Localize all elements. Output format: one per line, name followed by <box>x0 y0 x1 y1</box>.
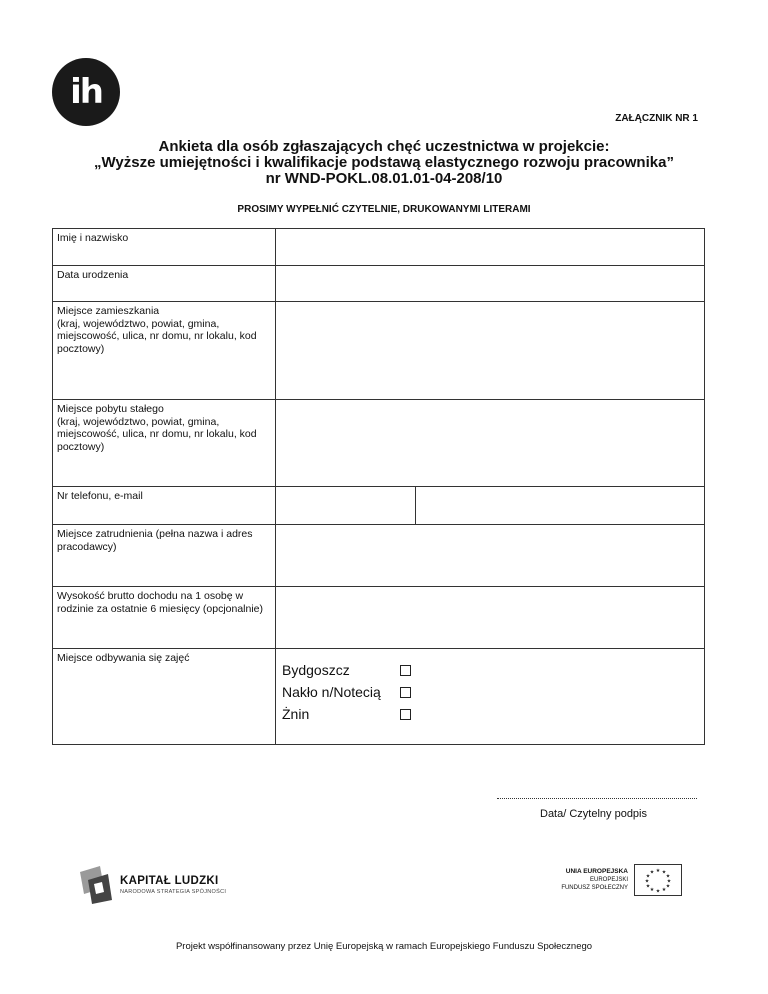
label-income: Wysokość brutto dochodu na 1 osobę w rodzinie za ostatnie 6 miesięcy (opcjonalnie) <box>53 587 276 649</box>
svg-text:★: ★ <box>645 873 651 880</box>
svg-text:★: ★ <box>661 887 667 893</box>
title-line-3: nr WND-POKL.08.01.01-04-208/10 <box>265 170 503 187</box>
contact-fields <box>276 487 705 525</box>
ih-logo-text: ih <box>70 72 102 112</box>
signature-line[interactable] <box>497 798 697 799</box>
annex-label: ZAŁĄCZNIK NR 1 <box>615 113 698 124</box>
signature-label: Data/ Czytelny podpis <box>540 808 647 820</box>
title-line-2: „Wyższe umiejętności i kwalifikacje podstawą elastycznego rozwoju pracownika” <box>94 154 674 171</box>
kl-main-text: KAPITAŁ LUDZKI <box>120 875 219 887</box>
eu-flag-icon <box>634 864 682 896</box>
eu-line-2: EUROPEJSKI <box>589 877 628 883</box>
svg-text:★: ★ <box>665 883 671 890</box>
field-email[interactable] <box>416 487 704 524</box>
label-residence: Miejsce zamieszkania (kraj, województwo, powiat, gmina, miejscowość, ulica, nr domu, nr lokalu, kod pocztowy) <box>53 302 276 400</box>
kapital-ludzki-icon <box>78 864 114 906</box>
title-line-1: Ankieta dla osób zgłaszających chęć uczestnictwa w projekcie: <box>158 138 610 155</box>
checkbox-znin[interactable] <box>400 709 411 720</box>
option-label: Żnin <box>282 706 310 722</box>
survey-form-table <box>52 228 705 745</box>
option-label: Bydgoszcz <box>282 662 350 678</box>
field-income[interactable] <box>276 587 705 649</box>
field-residence[interactable] <box>276 302 705 400</box>
svg-text:★: ★ <box>655 868 661 874</box>
label-permanent-address: Miejsce pobytu stałego (kraj, województwo, powiat, gmina, miejscowość, ulica, nr domu, nr lokalu, kod pocztowy) <box>53 400 276 487</box>
svg-text:★: ★ <box>661 869 667 876</box>
field-permanent-address[interactable] <box>276 400 705 487</box>
eu-text <box>540 868 628 892</box>
svg-text:★: ★ <box>666 878 672 885</box>
option-naklo[interactable] <box>282 681 698 703</box>
kl-sub-text: NARODOWA STRATEGIA SPÓJNOŚCI <box>120 889 227 895</box>
fill-instruction: PROSIMY WYPEŁNIĆ CZYTELNIE, DRUKOWANYMI LITERAMI <box>237 204 531 215</box>
label-location: Miejsce odbywania się zajęć <box>53 649 276 745</box>
checkbox-bydgoszcz[interactable] <box>400 665 411 676</box>
field-phone[interactable] <box>276 487 416 524</box>
svg-text:★: ★ <box>655 888 661 895</box>
footer-text: Projekt współfinansowany przez Unię Europejską w ramach Europejskiego Funduszu Społecznego <box>175 941 593 952</box>
label-birth-date: Data urodzenia <box>53 266 276 302</box>
field-employment[interactable] <box>276 525 705 587</box>
label-contact: Nr telefonu, e-mail <box>53 487 276 525</box>
field-birth-date[interactable] <box>276 266 705 302</box>
svg-text:★: ★ <box>649 869 655 876</box>
label-employment: Miejsce zatrudnienia (pełna nazwa i adres pracodawcy) <box>53 525 276 587</box>
svg-text:★: ★ <box>645 883 651 890</box>
location-options <box>276 649 705 745</box>
eu-line-3: FUNDUSZ SPOŁECZNY <box>561 885 628 891</box>
ih-logo <box>52 58 120 126</box>
option-label: Nakło n/Notecią <box>282 684 381 700</box>
svg-text:★: ★ <box>665 873 671 880</box>
option-bydgoszcz[interactable] <box>282 659 698 681</box>
eu-line-1: UNIA EUROPEJSKA <box>565 868 628 875</box>
checkbox-naklo[interactable] <box>400 687 411 698</box>
svg-text:★: ★ <box>644 878 650 885</box>
form-title <box>0 139 768 187</box>
option-znin[interactable] <box>282 703 698 725</box>
svg-text:★: ★ <box>649 887 655 893</box>
label-name: Imię i nazwisko <box>53 229 276 266</box>
kapital-ludzki-logo <box>78 855 228 915</box>
field-name[interactable] <box>276 229 705 266</box>
